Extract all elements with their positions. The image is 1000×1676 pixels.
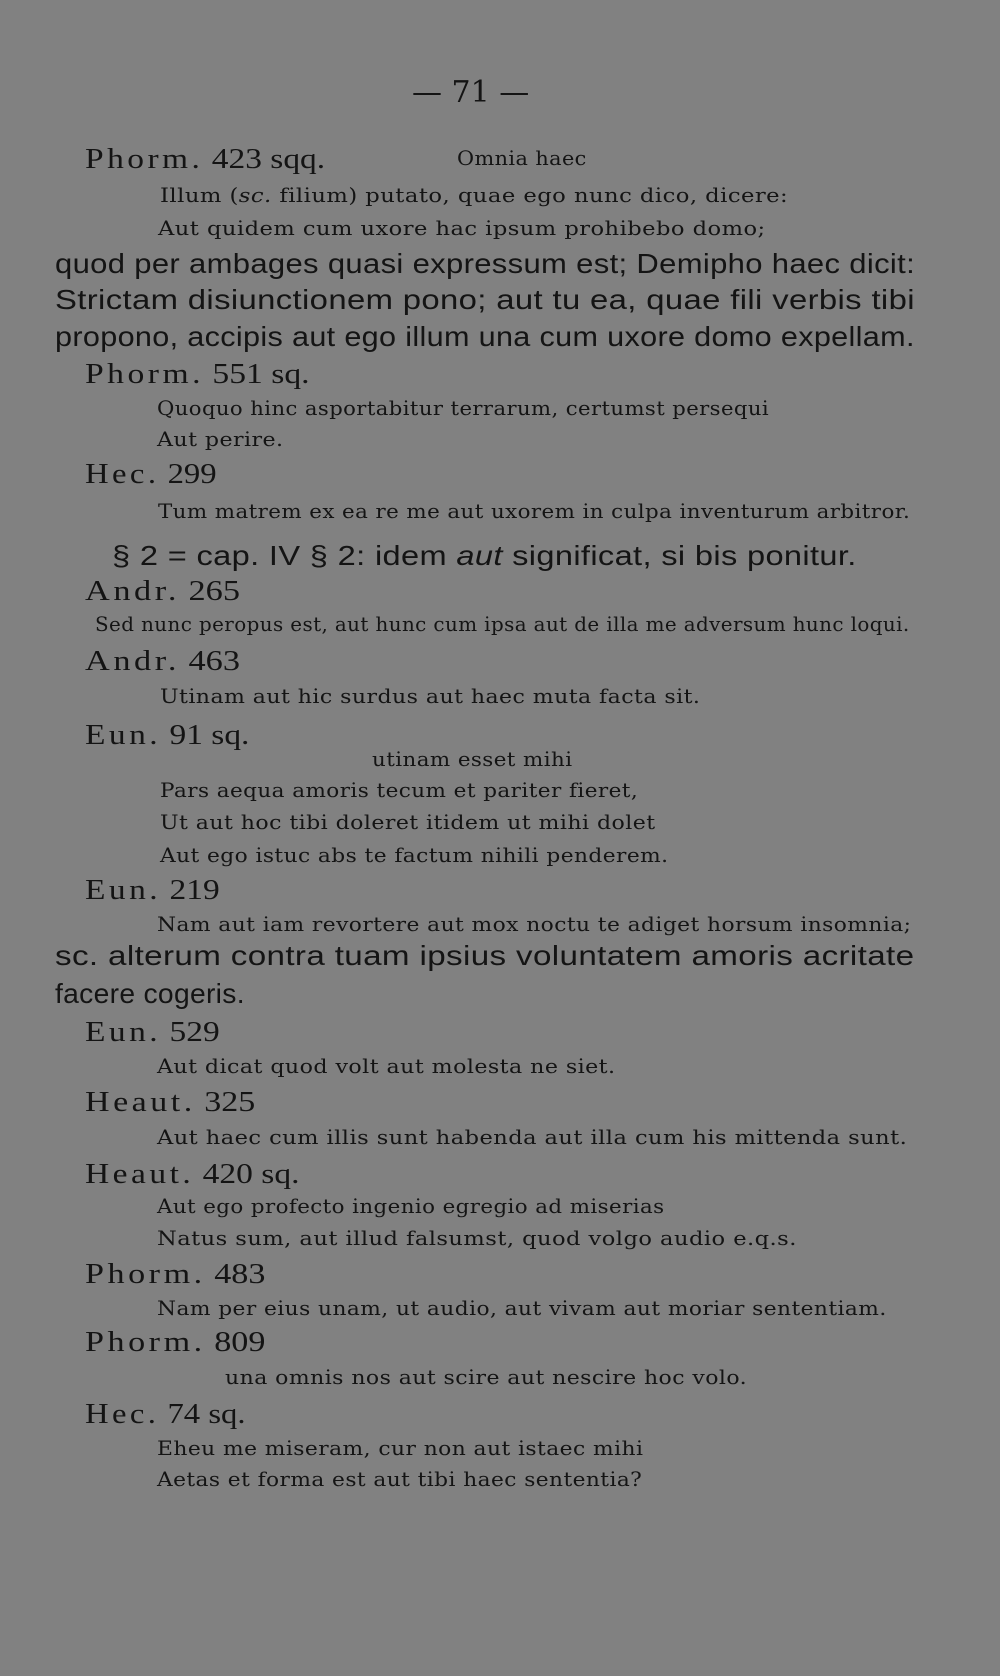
body-text-line [112, 542, 857, 570]
quotation-line [157, 1469, 642, 1489]
quotation-line [157, 398, 769, 418]
text-span: 325 [195, 1086, 256, 1118]
text-span: Pars aequa amoris tecum et pariter fieret, [160, 778, 639, 802]
citation-reference [85, 1160, 299, 1189]
work-abbreviation: Phorm. [85, 143, 204, 175]
page-number: — 71 — [412, 75, 530, 110]
quotation-line [95, 614, 910, 634]
work-abbreviation: Eun. [85, 1016, 162, 1048]
body-text-line [55, 980, 245, 1008]
text-span: utinam esset mihi [372, 747, 573, 771]
citation-reference [85, 1018, 220, 1047]
text-span: Ut aut hoc tibi doleret itidem ut mihi dolet [160, 810, 656, 834]
text-span: propono, accipis aut ego illum una cum uxore domo expellam. [55, 321, 915, 352]
quotation-line [160, 780, 638, 800]
work-abbreviation: Hec. [85, 458, 160, 490]
text-span: Tum matrem ex ea re me aut uxorem in culpa inventurum arbitror. [158, 499, 911, 523]
work-abbreviation: Heaut. [85, 1158, 195, 1190]
text-span: 463 [179, 645, 240, 677]
quotation-line [160, 185, 788, 205]
text-span: facere cogeris. [55, 978, 245, 1009]
text-span: § 2 = cap. IV § 2: idem [112, 540, 457, 571]
text-span: 91 sq. [161, 719, 250, 751]
citation-reference [85, 360, 310, 389]
text-span: Strictam disiunctionem pono; aut tu ea, quae fili verbis tibi [55, 284, 915, 315]
citation-reference [85, 145, 325, 174]
italic-word: sc. [238, 183, 272, 207]
text-span: 529 [161, 1016, 220, 1048]
quotation-line [157, 1056, 615, 1076]
text-span: Omnia haec [457, 146, 587, 170]
work-abbreviation: Eun. [85, 719, 162, 751]
text-span: Nam per eius unam, ut audio, aut vivam aut moriar sententiam. [157, 1296, 887, 1320]
citation-reference [85, 1260, 265, 1289]
quotation-line [372, 749, 573, 769]
italic-word: aut [456, 540, 503, 571]
quotation-line [157, 429, 284, 449]
text-span: 299 [159, 458, 217, 490]
text-span: Sed nunc peropus est, aut hunc cum ipsa aut de illa me adversum hunc loqui. [95, 612, 910, 636]
text-span: 483 [205, 1258, 266, 1290]
text-span: 423 sqq. [203, 143, 326, 175]
text-span: 420 sq. [194, 1158, 300, 1190]
quotation-line [158, 501, 910, 521]
text-span: 74 sq. [159, 1398, 246, 1430]
text-span: Aut haec cum illis sunt habenda aut illa cum his mittenda sunt. [157, 1125, 908, 1149]
citation-reference [85, 647, 240, 676]
quotation-line [157, 1196, 665, 1216]
text-span: 265 [179, 575, 240, 607]
text-span: Illum ( [160, 183, 239, 207]
body-text-line [55, 323, 915, 351]
text-span: Aut dicat quod volt aut molesta ne siet. [157, 1054, 616, 1078]
work-abbreviation: Andr. [85, 575, 180, 607]
work-abbreviation: Hec. [85, 1398, 160, 1430]
body-text-line [55, 942, 914, 970]
quotation-line [158, 218, 766, 238]
text-span: 551 sq. [203, 358, 310, 390]
quotation-line [157, 914, 911, 934]
text-span: sc. alterum contra tuam ipsius voluntatem amoris acritate [55, 940, 915, 971]
work-abbreviation: Phorm. [85, 1258, 206, 1290]
text-span: Aut quidem cum uxore hac ipsum prohibebo domo; [158, 216, 766, 240]
text-span: Aut ego profecto ingenio egregio ad miserias [157, 1194, 665, 1218]
body-text-line [55, 286, 915, 314]
text-span: Aut perire. [157, 427, 284, 451]
citation-reference [85, 1400, 246, 1429]
quotation-line [160, 845, 668, 865]
quotation-line [225, 1367, 747, 1387]
quotation-line [160, 812, 656, 832]
citation-reference [85, 876, 220, 905]
work-abbreviation: Andr. [85, 645, 180, 677]
work-abbreviation: Phorm. [85, 358, 204, 390]
text-span: Eheu me miseram, cur non aut istaec mihi [157, 1436, 644, 1460]
text-span: Nam aut iam revortere aut mox noctu te adiget horsum insomnia; [157, 912, 912, 936]
work-abbreviation: Heaut. [85, 1086, 196, 1118]
work-abbreviation: Eun. [85, 874, 162, 906]
citation-reference [85, 721, 249, 750]
quotation-line [157, 1127, 907, 1147]
work-abbreviation: Phorm. [85, 1326, 206, 1358]
text-span: significat, si bis ponitur. [502, 540, 857, 571]
quotation-line [160, 686, 700, 706]
text-span: Aetas et forma est aut tibi haec sententia? [157, 1467, 643, 1491]
quotation-line [157, 1438, 643, 1458]
quotation-line [157, 1228, 797, 1248]
citation-reference [85, 1328, 265, 1357]
text-span: Natus sum, aut illud falsumst, quod volgo audio e.q.s. [157, 1226, 797, 1250]
text-span: quod per ambages quasi expressum est; Demipho haec dicit: [55, 248, 916, 279]
citation-reference [85, 460, 217, 489]
citation-reference [85, 1088, 255, 1117]
citation-reference [85, 577, 240, 606]
text-span: 809 [205, 1326, 266, 1358]
quotation-line [157, 1298, 887, 1318]
quotation-line [457, 148, 587, 168]
text-span: una omnis nos aut scire aut nescire hoc volo. [225, 1365, 748, 1389]
text-span: Utinam aut hic surdus aut haec muta facta sit. [160, 684, 701, 708]
text-span: 219 [161, 874, 220, 906]
text-span: Quoquo hinc asportabitur terrarum, certumst persequi [157, 396, 770, 420]
text-span: Aut ego istuc abs te factum nihili penderem. [160, 843, 669, 867]
body-text-line [55, 250, 915, 278]
text-span: filium) putato, quae ego nunc dico, dicere: [271, 183, 789, 207]
